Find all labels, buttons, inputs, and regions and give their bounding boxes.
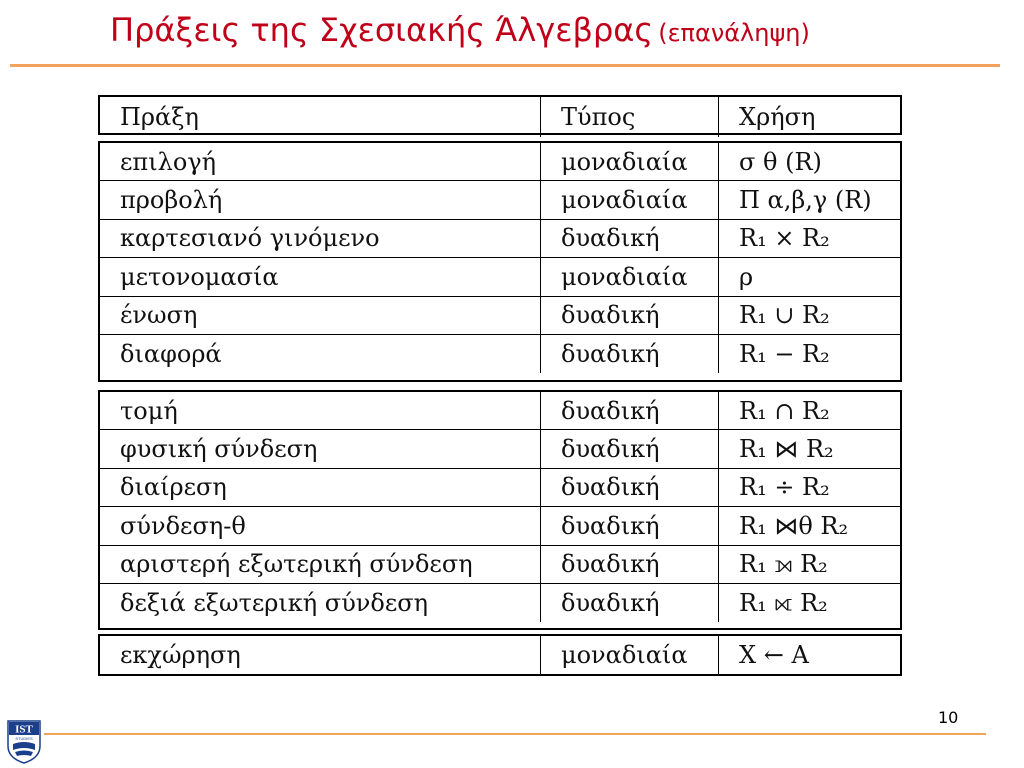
table-group-assignment [98,634,902,676]
logo-text: IST [15,723,33,736]
top-divider [10,64,1000,67]
type-cell: μοναδιαία [541,143,719,180]
operation-cell: μετονομασία [100,258,541,295]
ist-logo-icon [7,720,41,764]
type-cell: μοναδιαία [541,258,719,295]
logo-subtext: STUDIES [15,736,33,741]
table-group-derived [98,390,902,630]
type-cell: δυαδική [541,392,719,429]
usage-cell: R₁ ⋈ R₂ [739,435,834,464]
usage-cell: R₁ ⟖ R₂ [739,589,828,618]
usage-cell: R₁ ÷ R₂ [739,473,830,502]
type-cell: δυαδική [541,335,719,373]
operation-cell: επιλογή [100,143,541,180]
header-usage: Χρήση [739,103,816,131]
usage-cell: R₁ × R₂ [739,224,830,253]
operation-cell: σύνδεση-θ [100,507,541,544]
table-row [100,258,900,296]
operation-cell: ένωση [100,297,541,334]
usage-cell: R₁ ∪ R₂ [739,301,830,330]
operation-cell: προβολή [100,181,541,218]
table-row [100,335,900,373]
usage-cell: R₁ − R₂ [739,340,830,369]
header-operation: Πράξη [100,97,541,137]
usage-cell: ρ [739,262,754,291]
type-cell: μοναδιαία [541,181,719,218]
operation-cell: καρτεσιανό γινόμενο [100,220,541,257]
table-row [100,546,900,584]
table-row [100,584,900,622]
header-row [100,97,900,137]
table-row [100,220,900,258]
operation-cell: εκχώρηση [100,636,541,674]
usage-cell: σ θ (R) [739,147,822,176]
operation-cell: τομή [100,392,541,429]
table-row [100,297,900,335]
type-cell: δυαδική [541,584,719,622]
title-main: Πράξεις της Σχεσιακής Άλγεβρας [110,11,654,49]
operation-cell: δεξιά εξωτερική σύνδεση [100,584,541,622]
type-cell: δυαδική [541,469,719,506]
usage-cell: R₁ ∩ R₂ [739,396,830,425]
bottom-divider [44,733,986,735]
table-header [98,95,902,135]
table-row [100,636,900,674]
operation-cell: αριστερή εξωτερική σύνδεση [100,546,541,583]
type-cell: δυαδική [541,507,719,544]
table-row [100,181,900,219]
type-cell: δυαδική [541,546,719,583]
type-cell: δυαδική [541,430,719,467]
operation-cell: διαίρεση [100,469,541,506]
table-row [100,469,900,507]
operation-cell: διαφορά [100,335,541,373]
page-number: 10 [938,708,959,727]
table-row [100,392,900,430]
usage-cell: R₁ ⟕ R₂ [739,550,828,579]
type-cell: μοναδιαία [541,636,719,674]
usage-cell: Π α,β,γ (R) [739,186,872,215]
type-cell: δυαδική [541,297,719,334]
usage-cell: X ← A [739,641,809,669]
usage-cell: R₁ ⋈θ R₂ [739,511,849,540]
header-type: Τύπος [541,97,719,137]
table-group-basic [98,141,902,382]
table-row [100,507,900,545]
operation-cell: φυσική σύνδεση [100,430,541,467]
type-cell: δυαδική [541,220,719,257]
title-subtitle: (επανάληψη) [658,19,810,47]
table-row [100,430,900,468]
table-row [100,143,900,181]
slide-title [110,4,970,56]
